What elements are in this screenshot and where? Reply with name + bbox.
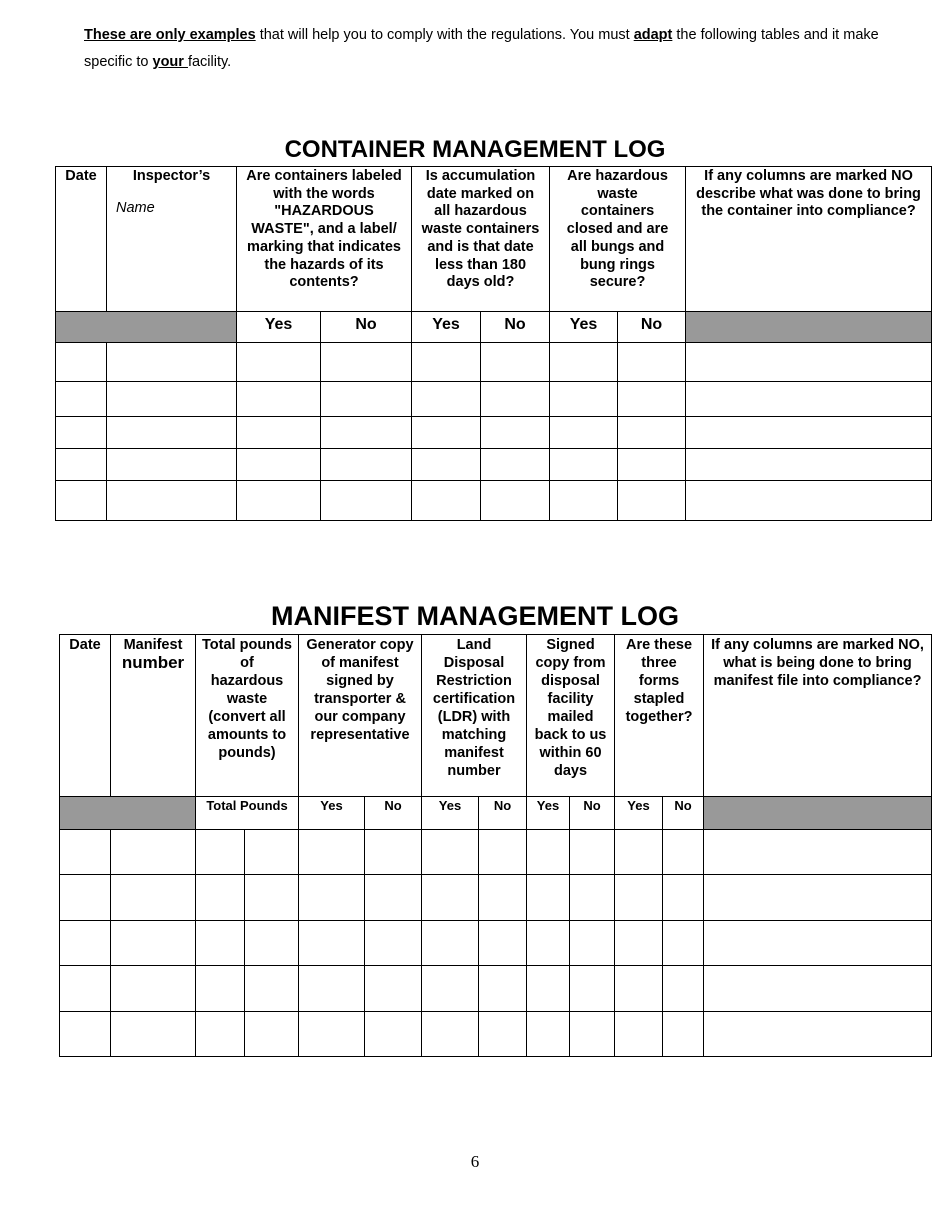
no-label: No — [479, 797, 527, 830]
header-compliance: If any columns are marked NO, what is being done to bring manifest file into compliance? — [704, 635, 932, 797]
table-row — [56, 417, 932, 449]
table-row — [56, 382, 932, 417]
table-row — [60, 875, 932, 921]
no-label: No — [365, 797, 422, 830]
manifest-management-log-table — [59, 634, 932, 1057]
intro-paragraph — [84, 22, 884, 76]
yes-label: Yes — [615, 797, 663, 830]
header-total-pounds: Total pounds of hazardous waste (convert all amounts to pounds) — [196, 635, 299, 797]
table-row — [60, 1012, 932, 1057]
header-inspector-name: Name — [116, 199, 155, 216]
grey-cell — [56, 312, 237, 343]
header-accumulation-question: Is accumulation date marked on all hazardous waste containers and is that date less than 180 days old? — [412, 167, 550, 312]
no-label: No — [570, 797, 615, 830]
header-compliance-question: If any columns are marked NO describe what was done to bring the container into compliance? — [686, 167, 932, 312]
intro-text-3: facility. — [187, 54, 232, 70]
intro-emphasis-examples: These are only examples — [84, 27, 256, 43]
manifest-log-header-row — [60, 635, 932, 797]
grey-cell — [60, 797, 196, 830]
yes-label: Yes — [237, 312, 321, 343]
table-row — [60, 830, 932, 875]
header-generator-copy: Generator copy of manifest signed by transporter & our company representative — [299, 635, 422, 797]
container-log-title: CONTAINER MANAGEMENT LOG — [284, 136, 666, 163]
yes-label: Yes — [527, 797, 570, 830]
intro-text-2: the following tables and it make specific to — [84, 27, 879, 70]
total-pounds-label: Total Pounds — [196, 797, 299, 830]
no-label: No — [663, 797, 704, 830]
manifest-log-title: MANIFEST MANAGEMENT LOG — [271, 601, 679, 631]
header-manifest — [111, 635, 196, 797]
yes-label: Yes — [422, 797, 479, 830]
header-land-disposal: Land Disposal Restriction certification (LDR) with matching manifest number — [422, 635, 527, 797]
page-number: 6 — [470, 1152, 480, 1171]
header-date: Date — [56, 167, 107, 312]
manifest-log-subheader-row — [60, 797, 932, 830]
table-row — [56, 449, 932, 481]
header-closed-question: Are hazardous waste containers closed and are all bungs and bung rings secure? — [550, 167, 686, 312]
header-inspector — [107, 167, 237, 312]
header-inspector-label: Inspector’s — [132, 168, 211, 184]
intro-emphasis-your: your — [152, 54, 188, 70]
no-label: No — [481, 312, 550, 343]
yes-label: Yes — [412, 312, 481, 343]
header-stapled: Are these three forms stapled together? — [615, 635, 704, 797]
header-manifest-label: Manifest — [123, 637, 183, 653]
table-row — [60, 921, 932, 966]
yes-label: Yes — [299, 797, 365, 830]
container-log-header-row — [56, 167, 932, 312]
container-management-log-table — [55, 166, 932, 521]
yes-label: Yes — [550, 312, 618, 343]
no-label: No — [618, 312, 686, 343]
header-manifest-number: number — [121, 653, 185, 672]
table-row — [56, 343, 932, 382]
intro-emphasis-adapt: adapt — [633, 27, 673, 43]
grey-cell — [704, 797, 932, 830]
table-row — [60, 966, 932, 1012]
intro-text-1: that will help you to comply with the regulations. You must — [255, 27, 634, 43]
header-date: Date — [60, 635, 111, 797]
header-labeled-question: Are containers labeled with the words "HAZARDOUS WASTE", and a label/ marking that indicates the hazards of its contents? — [237, 167, 412, 312]
table-row — [56, 481, 932, 521]
header-signed-copy: Signed copy from disposal facility mailed back to us within 60 days — [527, 635, 615, 797]
container-log-yesno-row — [56, 312, 932, 343]
no-label: No — [321, 312, 412, 343]
grey-cell — [686, 312, 932, 343]
